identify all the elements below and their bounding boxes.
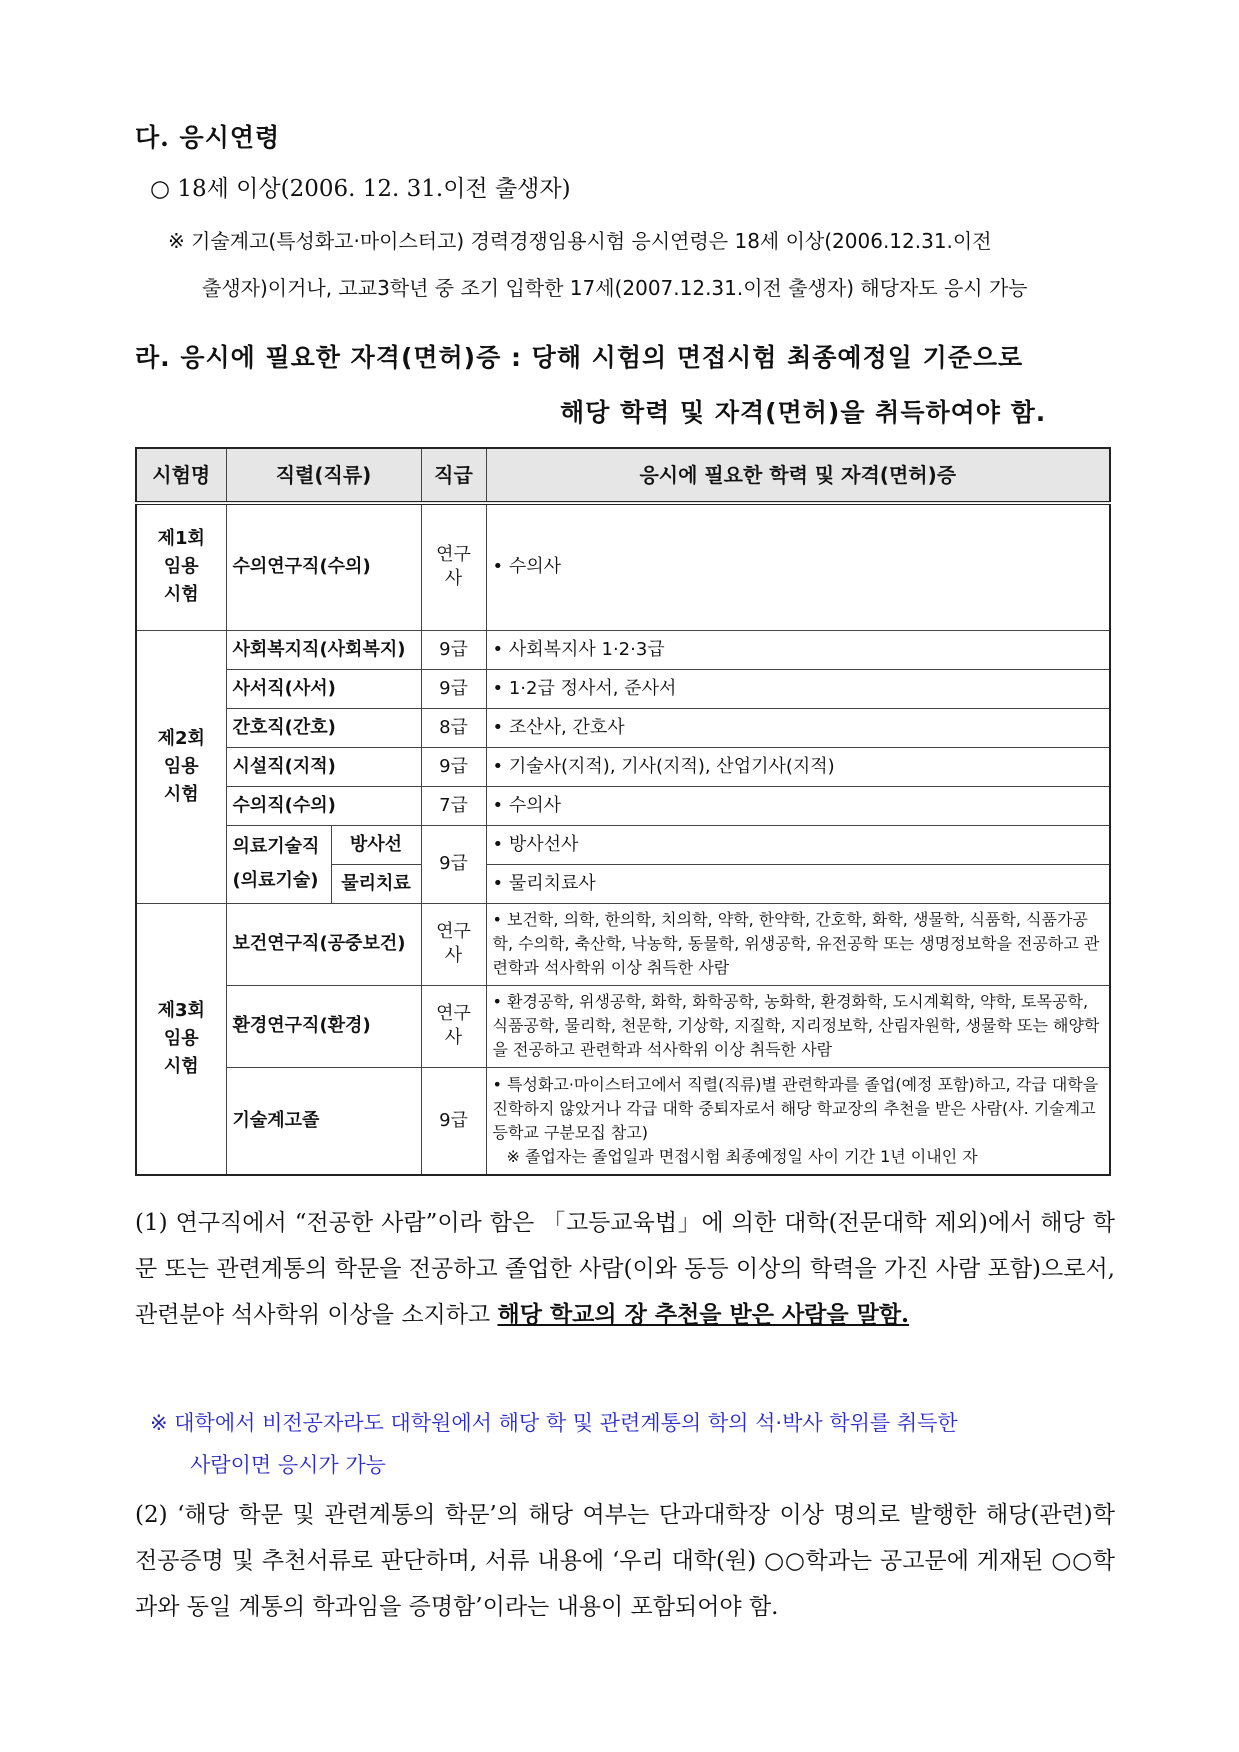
series-cell: 수의연구직(수의)	[226, 503, 421, 630]
series-cell: 사회복지직(사회복지)	[226, 630, 421, 669]
header-grade: 직급	[421, 448, 486, 503]
requirement-cell	[486, 1067, 1110, 1175]
exam3-name: 제3회 임용 시험	[136, 903, 226, 1175]
grade-cell: 9급	[421, 747, 486, 786]
requirement-cell: • 물리치료사	[486, 864, 1110, 903]
section-ra-title-cont: 해당 학력 및 자격(면허)을 취득하여야 함.	[560, 398, 1047, 427]
age-note-line1: ※ 기술계고(특성화고·마이스터고) 경력경쟁임용시험 응시연령은 18세 이상(2006.12.31.이전	[168, 229, 992, 253]
series-cell: 시설직(지적)	[226, 747, 421, 786]
qualification-table	[135, 447, 1111, 1176]
series-cell: 간호직(간호)	[226, 708, 421, 747]
requirement-cell: • 환경공학, 위생공학, 화학, 화학공학, 농화학, 환경화학, 도시계획학, 약학, 토목공학, 식품공학, 물리학, 천문학, 기상학, 지질학, 지리정보학, 산림자원학, 생물학 또는 해양학을 전공하고 관련학과 석사학위 이상 취득한 사람	[486, 985, 1110, 1067]
blue-note-line2: 사람이면 응시가 가능	[190, 1453, 386, 1477]
medical-sub-radiology: 방사선	[331, 825, 421, 864]
series-cell: 수의직(수의)	[226, 786, 421, 825]
grade-cell: 연구사	[421, 985, 486, 1067]
table-row	[136, 825, 1110, 864]
table-header-row	[136, 448, 1110, 503]
table-row	[136, 985, 1110, 1067]
table-row	[136, 1067, 1110, 1175]
paragraph-1-emphasis: 해당 학교의 장 추천을 받은 사람을 말함.	[497, 1301, 910, 1328]
requirement-cell: • 수의사	[486, 503, 1110, 630]
paragraph-2: (2) ‘해당 학문 및 관련계통의 학문’의 해당 여부는 단과대학장 이상 명의로 발행한 해당(관련)학 전공증명 및 추천서류로 판단하며, 서류 내용에 ‘우리 대학(원) ○○학과는 공고문에 게재된 ○○학과와 동일 계통의 학과임을 증명함’이라는 내용이 포함되어야 함.	[135, 1502, 1115, 1620]
table-row	[136, 903, 1110, 985]
age-requirement: ○ 18세 이상(2006. 12. 31.이전 출생자)	[150, 176, 571, 202]
section-da-title: 다. 응시연령	[135, 123, 281, 152]
requirement-cell: • 방사선사	[486, 825, 1110, 864]
header-exam: 시험명	[136, 448, 226, 503]
requirement-note: ※ 졸업자는 졸업일과 면접시험 최종예정일 사이 기간 1년 이내인 자	[506, 1146, 978, 1166]
series-cell: 사서직(사서)	[226, 669, 421, 708]
table-row	[136, 747, 1110, 786]
series-cell: 환경연구직(환경)	[226, 985, 421, 1067]
header-series: 직렬(직류)	[226, 448, 421, 503]
grade-cell: 7급	[421, 786, 486, 825]
requirement-cell: • 사회복지사 1·2·3급	[486, 630, 1110, 669]
table-row	[136, 708, 1110, 747]
series-cell: 기술계고졸	[226, 1067, 421, 1175]
paragraph-1-text: (1) 연구직에서 “전공한 사람”이라 함은 「고등교육법」에 의한 대학(전문대학 제외)에서 해당 학문 또는 관련계통의 학문을 전공하고 졸업한 사람(이와 동등 이상의 학력을 가진 사람 포함)으로서, 관련분야 석사학위 이상을 소지하고	[135, 1210, 1115, 1328]
paragraph-1	[135, 1200, 1115, 1338]
requirement-cell: • 1·2급 정사서, 준사서	[486, 669, 1110, 708]
requirement-cell: • 조산사, 간호사	[486, 708, 1110, 747]
header-requirement: 응시에 필요한 학력 및 자격(면허)증	[486, 448, 1110, 503]
grade-cell: 연구사	[421, 503, 486, 630]
series-cell: 보건연구직(공중보건)	[226, 903, 421, 985]
grade-cell: 9급	[421, 630, 486, 669]
table-row	[136, 669, 1110, 708]
grade-cell: 8급	[421, 708, 486, 747]
grade-cell: 연구사	[421, 903, 486, 985]
exam1-name: 제1회 임용 시험	[136, 503, 226, 630]
requirement-cell: • 수의사	[486, 786, 1110, 825]
table-row	[136, 786, 1110, 825]
section-ra-title: 라. 응시에 필요한 자격(면허)증 : 당해 시험의 면접시험 최종예정일 기준으로	[135, 343, 1024, 372]
grade-cell: 9급	[421, 1067, 486, 1175]
medical-sub-physio: 물리치료	[331, 864, 421, 903]
requirement-text: • 특성화고·마이스터고에서 직렬(직류)별 관련학과를 졸업(예정 포함)하고, 각급 대학을 진학하지 않았거나 각급 대학 중퇴자로서 해당 학교장의 추천을 받은 사람(사. 기술계고등학교 구분모집 참고)	[492, 1074, 1099, 1142]
table-row	[136, 630, 1110, 669]
table-row	[136, 503, 1110, 630]
blue-note-line1: ※ 대학에서 비전공자라도 대학원에서 해당 학 및 관련계통의 학의 석·박사 학위를 취득한	[150, 1411, 958, 1435]
age-note-line2: 출생자)이거나, 고교3학년 중 조기 입학한 17세(2007.12.31.이전 출생자) 해당자도 응시 가능	[202, 276, 1028, 300]
grade-cell: 9급	[421, 669, 486, 708]
exam2-name: 제2회 임용 시험	[136, 630, 226, 903]
requirement-cell: • 기술사(지적), 기사(지적), 산업기사(지적)	[486, 747, 1110, 786]
grade-cell: 9급	[421, 825, 486, 903]
requirement-cell: • 보건학, 의학, 한의학, 치의학, 약학, 한약학, 간호학, 화학, 생물학, 식품학, 식품가공학, 수의학, 축산학, 낙농학, 동물학, 위생공학, 유전공학 또는 생명정보학을 전공하고 관련학과 석사학위 이상 취득한 사람	[486, 903, 1110, 985]
medical-series: 의료기술직 (의료기술)	[226, 825, 331, 903]
